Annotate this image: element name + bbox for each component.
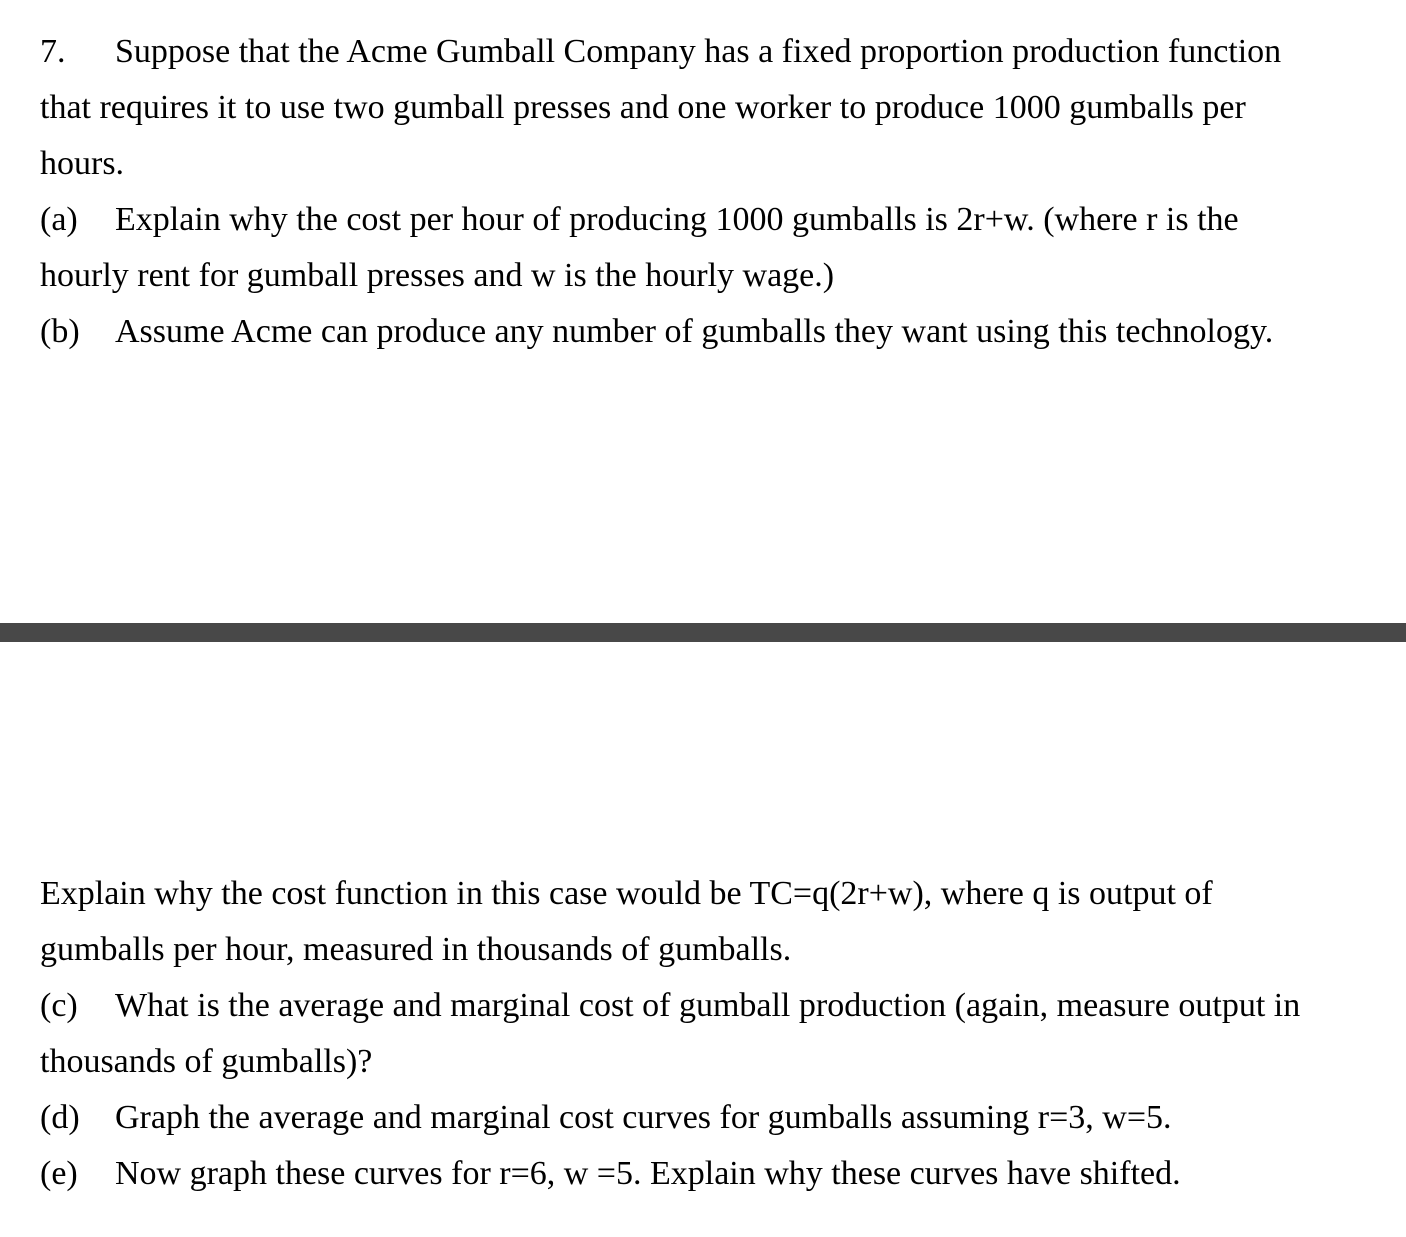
part-a-line-2: hourly rent for gumball presses and w is the hourly wage.) bbox=[40, 257, 835, 294]
part-b-text-1: Assume Acme can produce any number of gumballs they want using this technology. bbox=[115, 313, 1274, 350]
page-top-section bbox=[40, 24, 1380, 360]
part-c-line-1 bbox=[40, 978, 1380, 1034]
question-intro-line-1 bbox=[40, 24, 1380, 80]
part-e-line bbox=[40, 1146, 1380, 1202]
page-divider bbox=[0, 623, 1406, 642]
part-b-marker: (b) bbox=[40, 313, 80, 350]
part-c-line-2: thousands of gumballs)? bbox=[40, 1043, 373, 1080]
question-intro-line-3: hours. bbox=[40, 145, 125, 182]
question-intro-line-2: that requires it to use two gumball presses and one worker to produce 1000 gumballs per bbox=[40, 89, 1246, 126]
part-b-line-1 bbox=[40, 304, 1380, 360]
page-bottom-section bbox=[40, 866, 1380, 1202]
part-d-text: Graph the average and marginal cost curves for gumballs assuming r=3, w=5. bbox=[115, 1099, 1172, 1136]
part-b-continuation-line-1: Explain why the cost function in this case would be TC=q(2r+w), where q is output of bbox=[40, 875, 1213, 912]
part-d-line bbox=[40, 1090, 1380, 1146]
part-e-marker: (e) bbox=[40, 1155, 78, 1192]
part-a-line-1 bbox=[40, 192, 1380, 248]
part-c-text-1: What is the average and marginal cost of gumball production (again, measure output in bbox=[115, 987, 1301, 1024]
question-intro-text-1: Suppose that the Acme Gumball Company has a fixed proportion production function bbox=[115, 33, 1282, 70]
part-c-marker: (c) bbox=[40, 987, 78, 1024]
part-d-marker: (d) bbox=[40, 1099, 80, 1136]
part-a-marker: (a) bbox=[40, 201, 78, 238]
part-a-text-1: Explain why the cost per hour of producing 1000 gumballs is 2r+w. (where r is the bbox=[115, 201, 1239, 238]
part-e-text: Now graph these curves for r=6, w =5. Explain why these curves have shifted. bbox=[115, 1155, 1181, 1192]
part-b-continuation-line-2: gumballs per hour, measured in thousands of gumballs. bbox=[40, 931, 792, 968]
question-number: 7. bbox=[40, 33, 66, 70]
